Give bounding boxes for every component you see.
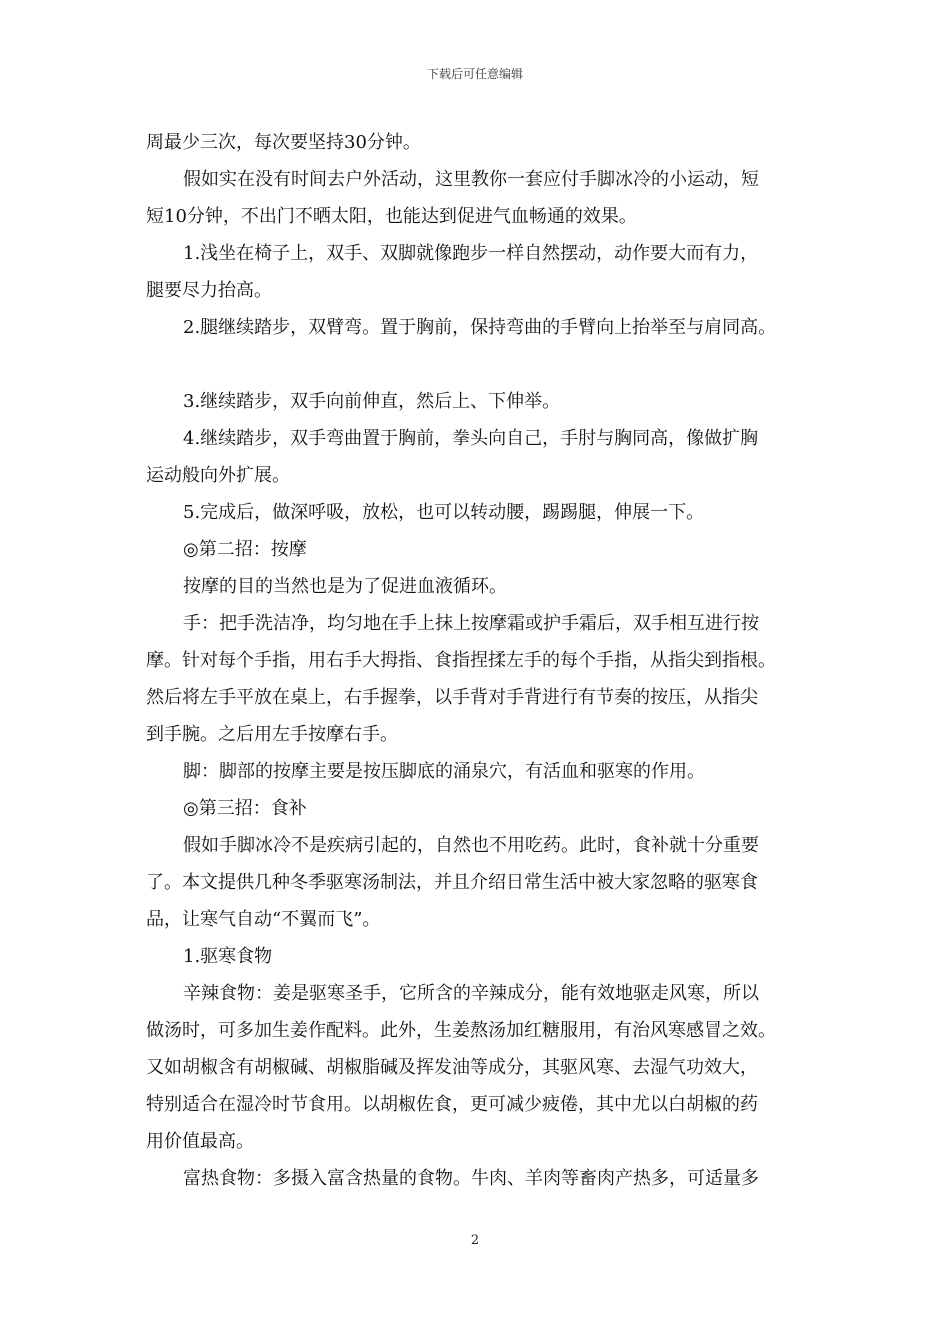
- paragraph-line: 到手腕。之后用左手按摩右手。: [146, 724, 398, 745]
- paragraph-line: 特别适合在湿冷时节食用。以胡椒佐食，更可减少疲倦，其中尤以白胡椒的药: [146, 1094, 758, 1115]
- paragraph-line: 4.继续踏步，双手弯曲置于胸前，拳头向自己，手肘与胸同高，像做扩胸: [183, 428, 759, 449]
- paragraph-line: 摩。针对每个手指，用右手大拇指、食指捏揉左手的每个手指，从指尖到指根。: [146, 650, 776, 671]
- paragraph-line: 短10分钟，不出门不晒太阳，也能达到促进气血畅通的效果。: [146, 206, 637, 227]
- paragraph-line: 用价值最高。: [146, 1131, 254, 1152]
- paragraph-line: 周最少三次，每次要坚持30分钟。: [146, 132, 421, 153]
- paragraph-line: 脚：脚部的按摩主要是按压脚底的涌泉穴，有活血和驱寒的作用。: [183, 761, 705, 782]
- section-heading: ◎第二招：按摩: [183, 539, 307, 560]
- paragraph-line: 2.腿继续踏步，双臂弯。置于胸前，保持弯曲的手臂向上抬举至与肩同高。: [183, 317, 777, 338]
- paragraph-line: 按摩的目的当然也是为了促进血液循环。: [183, 576, 507, 597]
- page-header: 下载后可任意编辑: [426, 67, 523, 81]
- paragraph-line: 1.浅坐在椅子上，双手、双脚就像跑步一样自然摆动，动作要大而有力，: [183, 243, 759, 264]
- paragraph-line: 5.完成后，做深呼吸，放松，也可以转动腰，踢踢腿，伸展一下。: [183, 502, 705, 523]
- paragraph-line: 做汤时，可多加生姜作配料。此外，生姜熬汤加红糖服用，有治风寒感冒之效。: [146, 1020, 776, 1041]
- blank-line: [146, 346, 820, 383]
- paragraph-line: 腿要尽力抬高。: [146, 280, 272, 301]
- paragraph-line: 了。本文提供几种冬季驱寒汤制法，并且介绍日常生活中被大家忽略的驱寒食: [146, 872, 758, 893]
- paragraph-line: 假如实在没有时间去户外活动，这里教你一套应付手脚冰冷的小运动，短: [183, 169, 759, 190]
- paragraph-line: 富热食物：多摄入富含热量的食物。牛肉、羊肉等畜肉产热多，可适量多: [183, 1168, 759, 1189]
- paragraph-line: 手：把手洗洁净，均匀地在手上抹上按摩霜或护手霜后，双手相互进行按: [183, 613, 759, 634]
- paragraph-line: 品，让寒气自动“不翼而飞”。: [146, 909, 381, 930]
- paragraph-line: 3.继续踏步，双手向前伸直，然后上、下伸举。: [183, 391, 561, 412]
- paragraph-line: 运动般向外扩展。: [146, 465, 290, 486]
- paragraph-line: 然后将左手平放在桌上，右手握拳，以手背对手背进行有节奏的按压，从指尖: [146, 687, 758, 708]
- section-heading: ◎第三招：食补: [183, 798, 307, 819]
- subsection-heading: 1.驱寒食物: [183, 946, 273, 967]
- page-number: 2: [470, 1233, 480, 1248]
- paragraph-line: 又如胡椒含有胡椒碱、胡椒脂碱及挥发油等成分，其驱风寒、去湿气功效大，: [146, 1057, 758, 1078]
- document-body: [146, 124, 820, 1197]
- paragraph-line: 假如手脚冰冷不是疾病引起的，自然也不用吃药。此时，食补就十分重要: [183, 835, 759, 856]
- paragraph-line: 辛辣食物：姜是驱寒圣手，它所含的辛辣成分，能有效地驱走风寒，所以: [183, 983, 759, 1004]
